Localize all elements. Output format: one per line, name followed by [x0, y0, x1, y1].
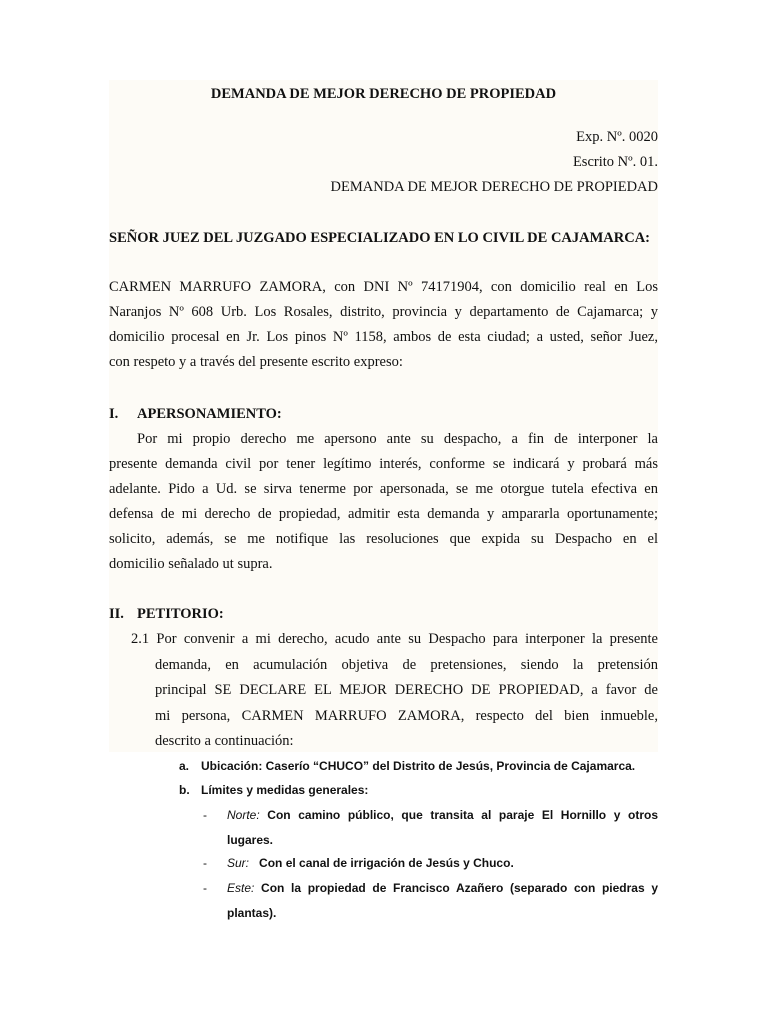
intro-paragraph — [109, 275, 658, 375]
list-item-limites — [179, 780, 368, 800]
section-heading-apersonamiento — [109, 403, 282, 425]
paragraph-line: Por mi propio derecho me apersono ante su despacho, a fin de interponer la — [137, 431, 658, 447]
limit-direction: Este: — [227, 881, 255, 895]
paragraph-line: demanda, en acumulación objetiva de pretensiones, siendo la pretensión — [155, 656, 658, 673]
paragraph-line: presente demanda civil por tener legítimo interés, conforme se indicará y probará más — [109, 456, 658, 472]
limit-text: Con la propiedad de Francisco Azañero (separado con piedras y — [261, 881, 658, 895]
intro-line: domicilio procesal en Jr. Los pinos Nº 1158, ambos de esta ciudad; a usted, señor Juez, — [109, 329, 658, 345]
list-label: a. — [179, 759, 190, 773]
paragraph-line: mi persona, CARMEN MARRUFO ZAMORA, respecto del bien inmueble, — [155, 707, 658, 724]
limit-direction: Norte: — [227, 808, 260, 822]
section-heading-petitorio — [109, 603, 224, 625]
paragraph-line: descrito a continuación: — [155, 733, 294, 749]
list-item-ubicacion — [179, 756, 635, 776]
section-title: PETITORIO: — [137, 606, 224, 622]
escrito-number: Escrito Nº. 01. — [572, 154, 658, 170]
apersonamiento-paragraph — [109, 427, 658, 577]
paragraph-line: 2.1 Por convenir a mi derecho, acudo ante su Despacho para interponer la presente — [131, 631, 658, 647]
document-subject: DEMANDA DE MEJOR DERECHO DE PROPIEDAD — [330, 179, 658, 195]
section-number: II. — [109, 606, 124, 622]
paragraph-line: adelante. Pido a Ud. se sirva tenerme por apersonada, se me otorgue tutela efectiva en — [109, 481, 658, 497]
list-label: b. — [179, 783, 190, 797]
limit-direction: Sur: — [227, 856, 250, 870]
list-text: Límites y medidas generales: — [201, 783, 369, 797]
paragraph-line: solicito, además, se me notifique las resoluciones que expida su Despacho en el — [109, 531, 658, 547]
intro-line: Naranjos Nº 608 Urb. Los Rosales, distrito, provincia y departamento de Cajamarca; y — [109, 304, 658, 320]
intro-line: con respeto y a través del presente escrito expreso: — [109, 354, 403, 370]
limit-text: plantas). — [227, 905, 277, 920]
paragraph-line: domicilio señalado ut supra. — [109, 556, 273, 572]
limit-norte: - Norte: Con camino público, que transita al paraje El Hornillo y otros lugares. — [203, 803, 658, 852]
limit-text: Con el canal de irrigación de Jesús y Chuco. — [259, 856, 514, 870]
limit-este: - Este: Con la propiedad de Francisco Azañero (separado con piedras y plantas). — [203, 876, 658, 925]
petitorio-item-2-1 — [131, 627, 658, 755]
section-title: APERSONAMIENTO: — [137, 406, 282, 422]
list-text: Ubicación: Caserío “CHUCO” del Distrito de Jesús, Provincia de Cajamarca. — [201, 759, 636, 773]
limit-text: Con camino público, que transita al paraje El Hornillo y otros — [267, 808, 658, 822]
paragraph-line: principal SE DECLARE EL MEJOR DERECHO DE PROPIEDAD, a favor de — [155, 682, 658, 698]
addressee: SEÑOR JUEZ DEL JUZGADO ESPECIALIZADO EN LO CIVIL DE CAJAMARCA: — [109, 230, 651, 246]
intro-line: CARMEN MARRUFO ZAMORA, con DNI Nº 74171904, con domicilio real en Los — [109, 279, 658, 295]
paragraph-line: defensa de mi derecho de propiedad, admitir esta demanda y ampararla oportunamente; — [109, 506, 658, 522]
document-title: DEMANDA DE MEJOR DERECHO DE PROPIEDAD — [210, 86, 557, 102]
limit-text: lugares. — [227, 832, 274, 847]
section-number: I. — [109, 406, 119, 422]
limit-sur: - Sur: Con el canal de irrigación de Jesús y Chuco. — [203, 856, 514, 870]
expediente-number: Exp. Nº. 0020 — [576, 129, 658, 145]
